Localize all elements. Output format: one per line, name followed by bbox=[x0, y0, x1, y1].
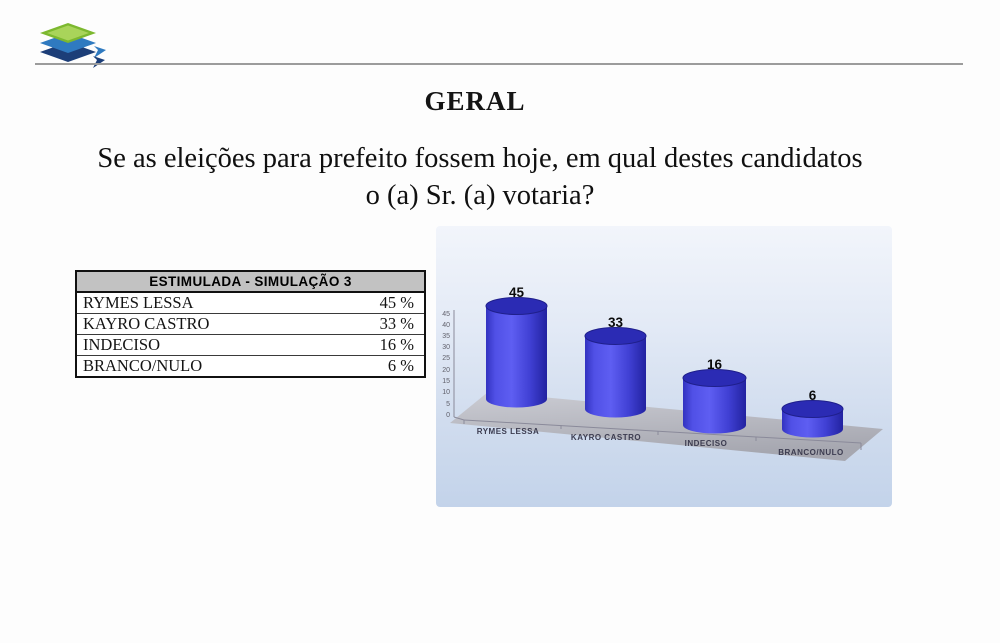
table-row bbox=[76, 314, 425, 335]
value-label: 33 bbox=[607, 315, 624, 330]
category-label: RYMES LESSA bbox=[476, 427, 540, 436]
candidate-value: 33 % bbox=[344, 314, 425, 335]
candidate-name: BRANCO/NULO bbox=[76, 356, 344, 378]
candidate-value: 16 % bbox=[344, 335, 425, 356]
y-tick: 0 bbox=[446, 412, 450, 419]
results-table bbox=[75, 270, 426, 378]
value-label: 45 bbox=[508, 285, 525, 300]
y-axis-ticks bbox=[442, 311, 450, 419]
table-title: ESTIMULADA - SIMULAÇÃO 3 bbox=[76, 271, 425, 292]
y-tick: 15 bbox=[442, 378, 450, 385]
y-tick: 20 bbox=[442, 367, 450, 374]
value-label: 6 bbox=[808, 388, 817, 403]
bar-indeciso bbox=[683, 370, 746, 434]
y-tick: 30 bbox=[442, 344, 450, 351]
candidate-name: INDECISO bbox=[76, 335, 344, 356]
bar-branco-nulo bbox=[782, 401, 843, 438]
candidate-value: 45 % bbox=[344, 292, 425, 314]
chart-panel bbox=[436, 226, 892, 507]
value-label: 16 bbox=[706, 357, 723, 372]
section-title: GERAL bbox=[424, 86, 526, 116]
header-divider bbox=[35, 63, 963, 65]
candidate-name: RYMES LESSA bbox=[76, 292, 344, 314]
question-line-1: Se as eleições para prefeito fossem hoje, em qual destes candidatos bbox=[97, 143, 863, 174]
question-text bbox=[0, 140, 960, 214]
table-row bbox=[76, 356, 425, 378]
y-tick: 5 bbox=[446, 401, 450, 408]
category-label: KAYRO CASTRO bbox=[570, 433, 642, 442]
candidate-name: KAYRO CASTRO bbox=[76, 314, 344, 335]
y-tick: 40 bbox=[442, 322, 450, 329]
bar-rymes-lessa bbox=[486, 298, 547, 408]
category-label: INDECISO bbox=[684, 439, 728, 448]
y-tick: 10 bbox=[442, 389, 450, 396]
y-tick: 25 bbox=[442, 355, 450, 362]
y-tick: 45 bbox=[442, 311, 450, 318]
y-tick: 35 bbox=[442, 333, 450, 340]
cylinder-bar-chart bbox=[436, 226, 892, 507]
bar-kayro-castro bbox=[585, 328, 646, 418]
question-line-2: o (a) Sr. (a) votaria? bbox=[365, 180, 595, 211]
table-row bbox=[76, 335, 425, 356]
category-label: BRANCO/NULO bbox=[778, 448, 844, 457]
table-row bbox=[76, 292, 425, 314]
layered-diamonds-logo-icon bbox=[36, 18, 108, 68]
table-header-row bbox=[76, 271, 425, 292]
candidate-value: 6 % bbox=[344, 356, 425, 378]
